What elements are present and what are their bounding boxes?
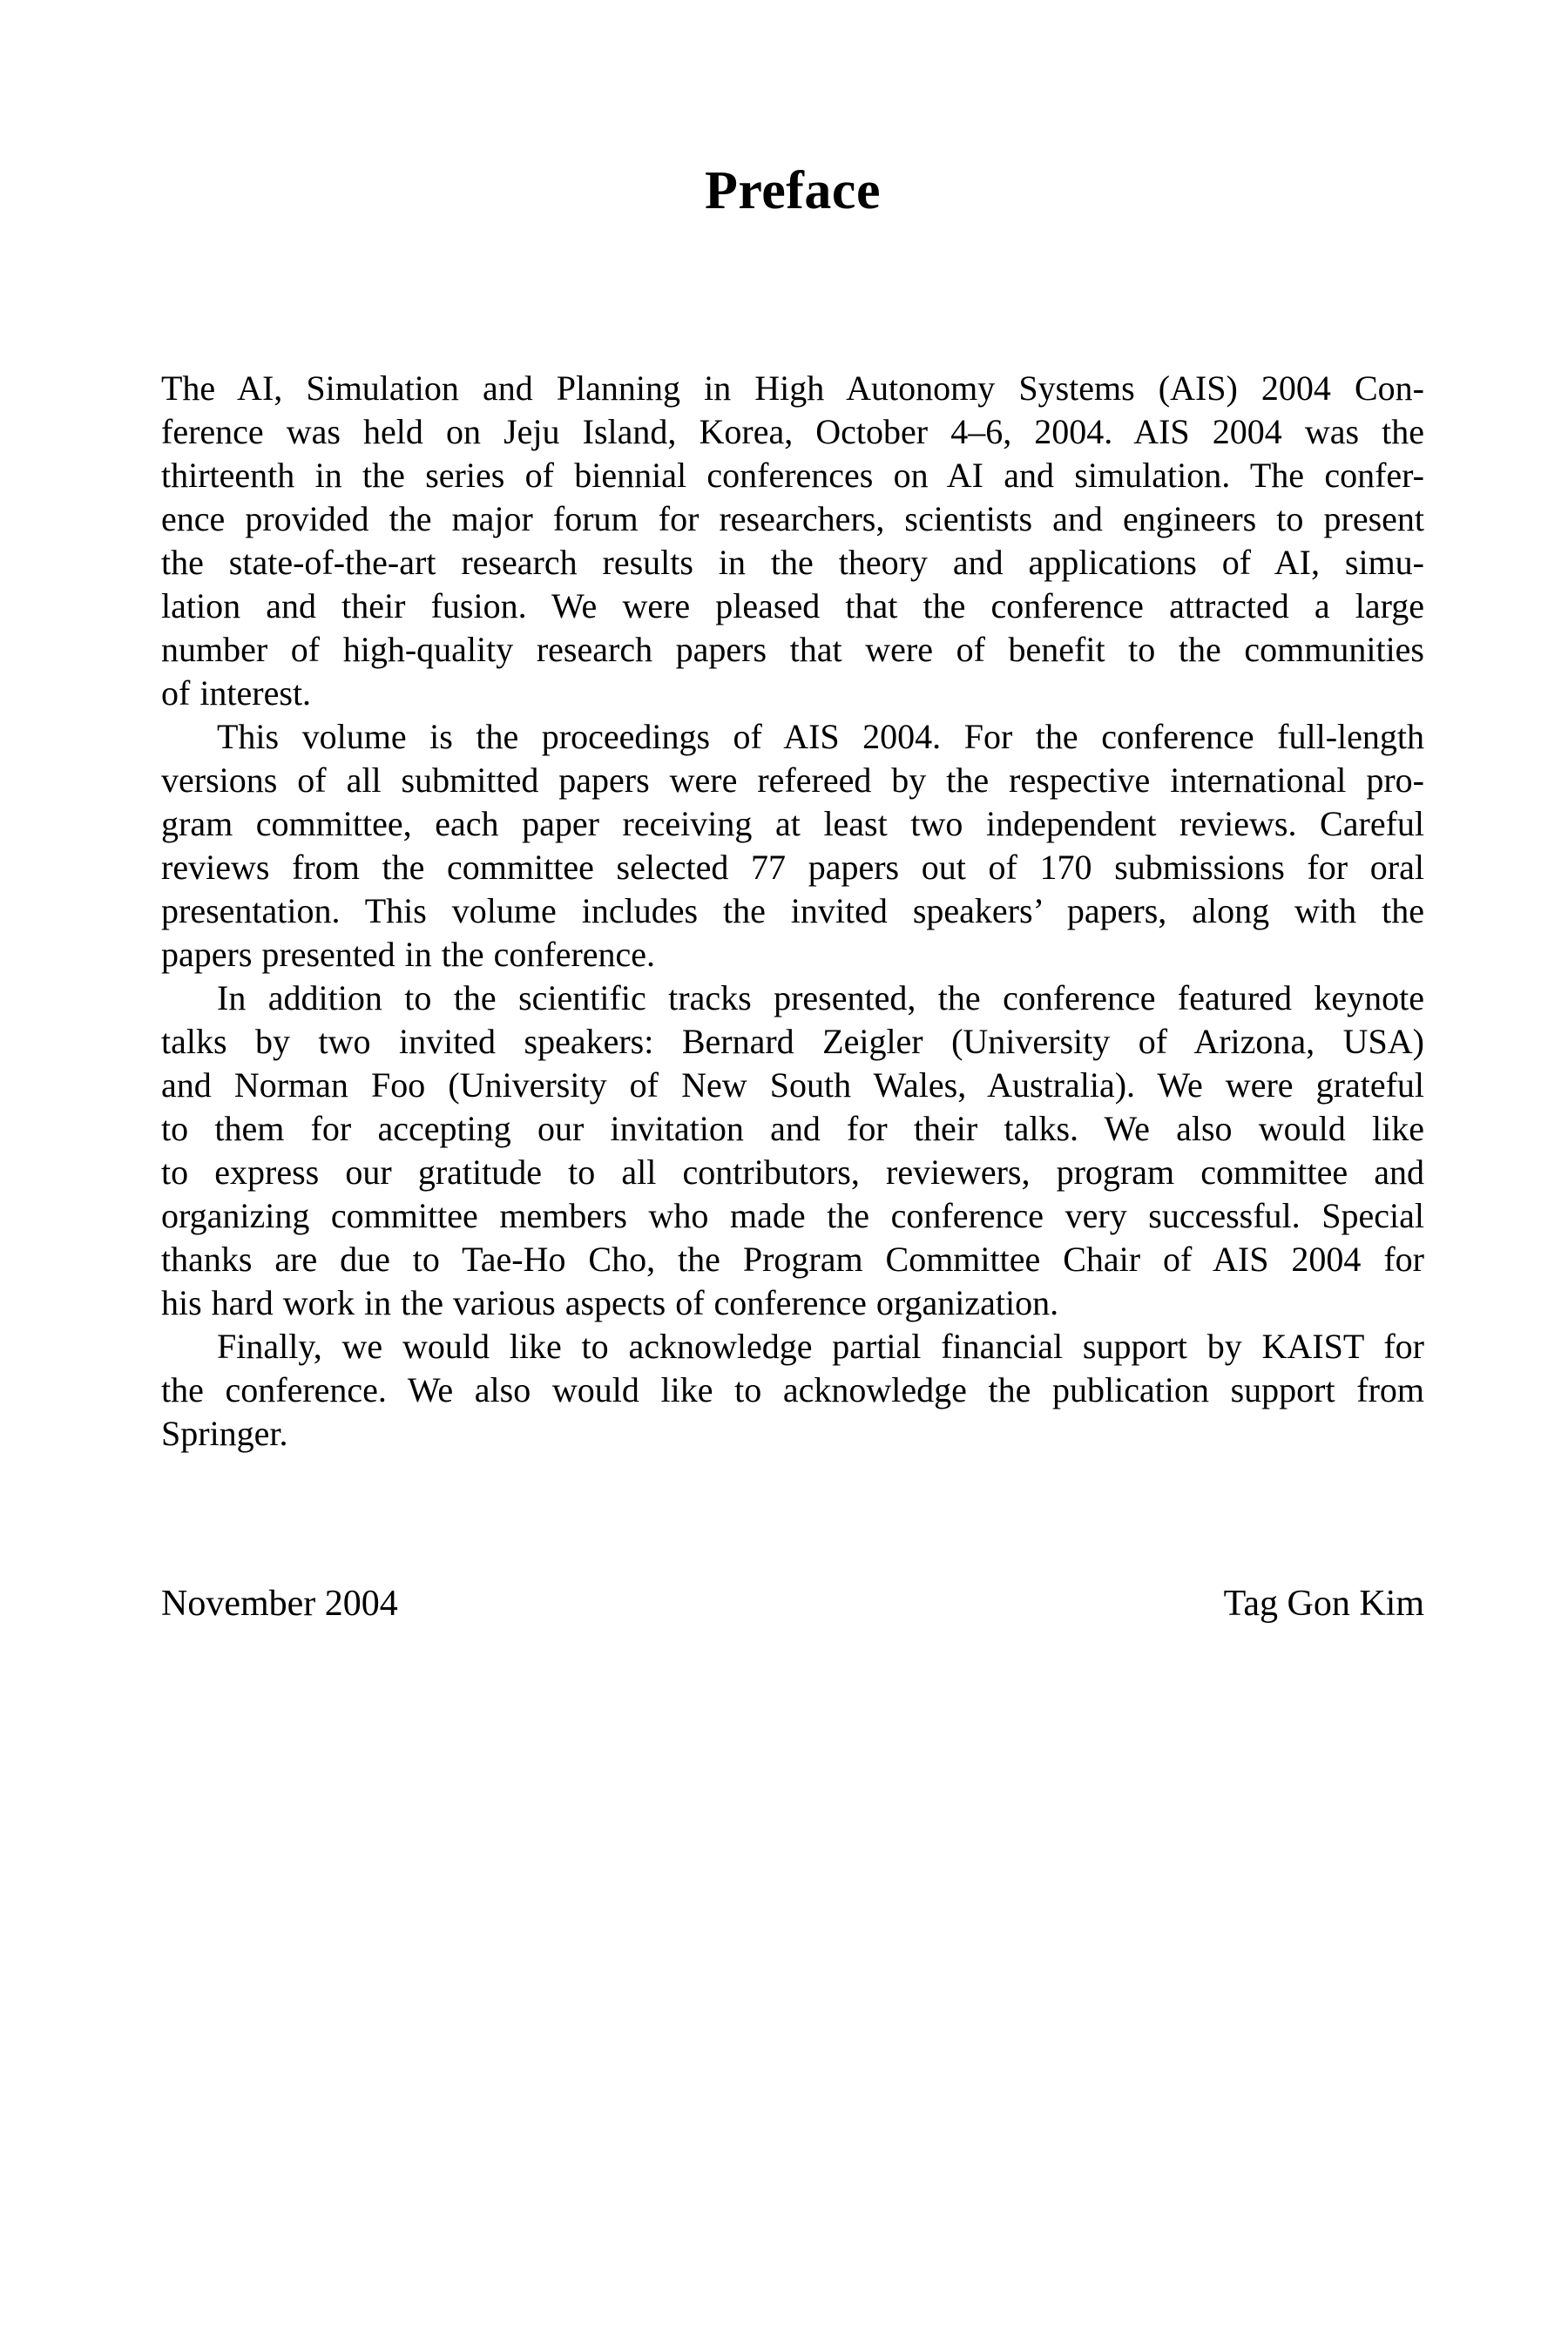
text-line: the state-of-the-art research results in the theory and applications of AI, simu- — [161, 543, 1424, 582]
text-line: and Norman Foo (University of New South Wales, Australia). We were grateful — [161, 1065, 1424, 1105]
text-line: his hard work in the various aspects of conference organization. — [161, 1283, 1059, 1322]
text-line: thanks are due to Tae-Ho Cho, the Program Committee Chair of AIS 2004 for — [161, 1240, 1424, 1279]
text-line: thirteenth in the series of biennial conferences on AI and simulation. The confer- — [161, 456, 1424, 495]
text-line: presentation. This volume includes the invited speakers’ papers, along with the — [161, 891, 1424, 930]
text-line: This volume is the proceedings of AIS 2004. For the conference full-length — [217, 717, 1424, 756]
footer-date: November 2004 — [161, 1584, 398, 1624]
text-line: Finally, we would like to acknowledge partial financial support by KAIST for — [217, 1327, 1424, 1366]
preface-body — [161, 367, 1424, 1456]
text-line: of interest. — [161, 673, 312, 713]
text-line: ence provided the major forum for researchers, scientists and engineers to present — [161, 499, 1424, 538]
text-line: versions of all submitted papers were refereed by the respective international pro- — [161, 760, 1424, 800]
text-line: the conference. We also would like to acknowledge the publication support from — [161, 1370, 1424, 1409]
text-line: gram committee, each paper receiving at least two independent reviews. Careful — [161, 804, 1424, 843]
text-line: to express our gratitude to all contributors, reviewers, program committee and — [161, 1152, 1424, 1192]
text-line: organizing committee members who made the conference very successful. Special — [161, 1196, 1424, 1235]
text-line: ference was held on Jeju Island, Korea, October 4–6, 2004. AIS 2004 was the — [161, 412, 1424, 451]
page-title: Preface — [705, 161, 881, 220]
page-footer — [161, 1582, 1424, 1625]
text-line: reviews from the committee selected 77 papers out of 170 submissions for oral — [161, 848, 1424, 887]
text-line: papers presented in the conference. — [161, 935, 656, 974]
text-line: The AI, Simulation and Planning in High Autonomy Systems (AIS) 2004 Con- — [161, 368, 1424, 408]
text-line: Springer. — [161, 1414, 288, 1453]
footer-author: Tag Gon Kim — [1223, 1584, 1424, 1624]
text-line: In addition to the scientific tracks presented, the conference featured keynote — [217, 978, 1424, 1017]
text-line: number of high-quality research papers that were of benefit to the communities — [161, 630, 1424, 669]
text-line: to them for accepting our invitation and for their talks. We also would like — [161, 1109, 1424, 1148]
text-line: lation and their fusion. We were pleased that the conference attracted a large — [161, 586, 1424, 625]
text-line: talks by two invited speakers: Bernard Zeigler (University of Arizona, USA) — [161, 1022, 1424, 1061]
